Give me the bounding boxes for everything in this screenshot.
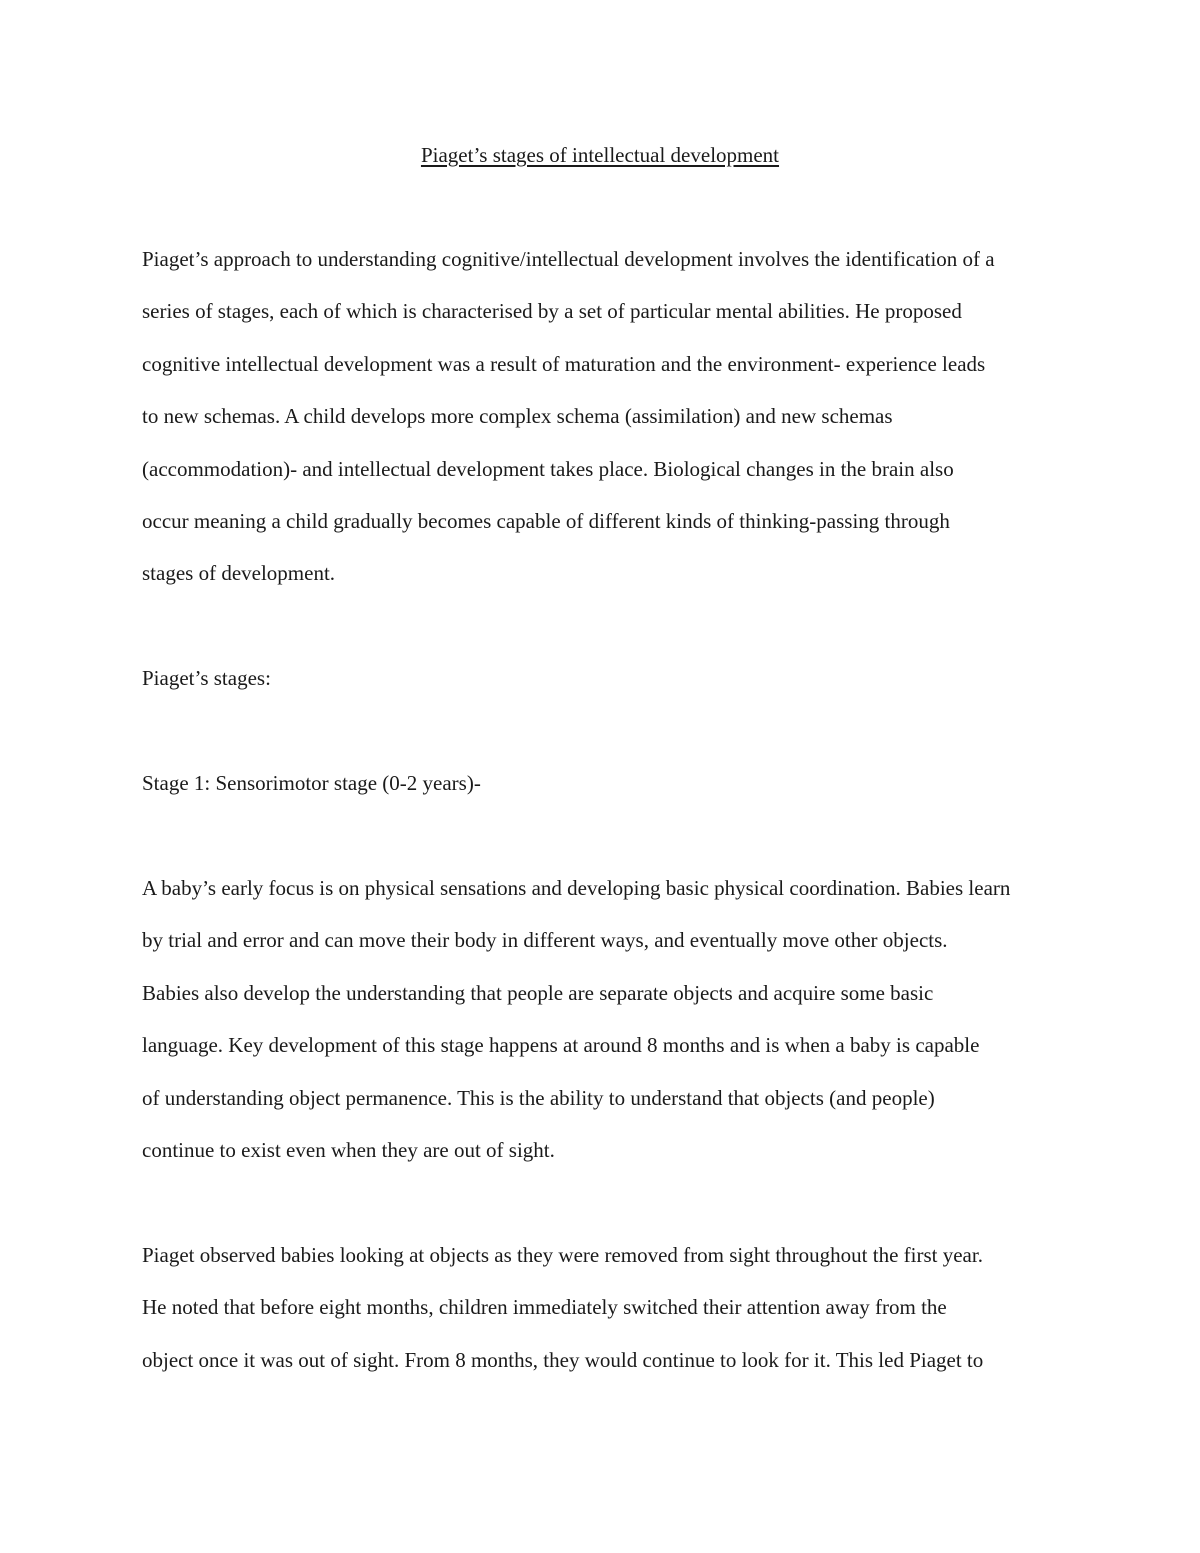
text-line: by trial and error and can move their body in different ways, and eventually move other objects.	[142, 928, 948, 953]
text-line: Piaget’s stages:	[142, 666, 271, 690]
text-line: occur meaning a child gradually becomes capable of different kinds of thinking-passing through	[142, 509, 950, 534]
text-line: (accommodation)- and intellectual development takes place. Biological changes in the brain also	[142, 456, 954, 481]
text-line: Piaget observed babies looking at objects as they were removed from sight throughout the first year.	[142, 1243, 983, 1267]
text-line: object once it was out of sight. From 8 months, they would continue to look for it. This led Piaget to	[142, 1347, 984, 1372]
stage1-paragraph	[142, 862, 1082, 1176]
text-line: Babies also develop the understanding that people are separate objects and acquire some basic	[142, 980, 934, 1005]
observation-paragraph	[142, 1229, 1082, 1386]
text-line: to new schemas. A child develops more complex schema (assimilation) and new schemas	[142, 404, 893, 429]
text-line: Stage 1: Sensorimotor stage (0-2 years)-	[142, 771, 481, 795]
text-line: series of stages, each of which is characterised by a set of particular mental abilities. He proposed	[142, 299, 962, 324]
intro-paragraph	[142, 233, 1082, 600]
text-line: continue to exist even when they are out of sight.	[142, 1138, 555, 1163]
text-line: stages of development.	[142, 561, 336, 586]
text-line: language. Key development of this stage happens at around 8 months and is when a baby is capable	[142, 1033, 980, 1058]
stage1-heading	[142, 757, 1082, 809]
text-line: cognitive intellectual development was a result of maturation and the environment- experience leads	[142, 351, 986, 376]
document-title: Piaget’s stages of intellectual development	[420, 143, 780, 167]
text-line: He noted that before eight months, children immediately switched their attention away from the	[142, 1295, 947, 1320]
stages-heading	[142, 652, 1082, 704]
text-line: Piaget’s approach to understanding cognitive/intellectual development involves the identification of a	[142, 247, 995, 271]
text-line: A baby’s early focus is on physical sensations and developing basic physical coordination. Babies learn	[142, 876, 1011, 900]
text-line: of understanding object permanence. This is the ability to understand that objects (and people)	[142, 1085, 935, 1110]
